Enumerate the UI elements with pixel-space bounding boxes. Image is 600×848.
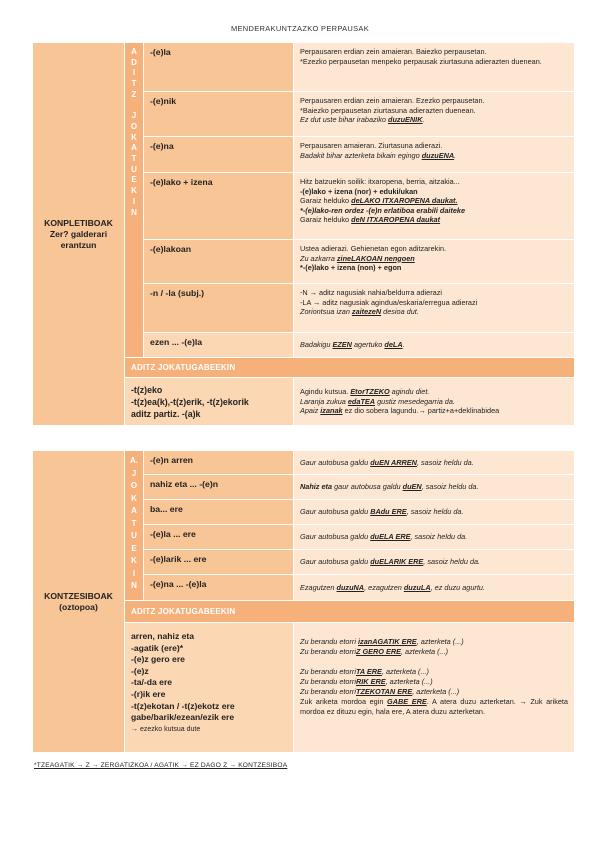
desc-n-la-subj: -N → aditz nagusiak nahia/beldurra adierazi -LA → aditz nagusiak agindua/eskaria/erregua adierazi Zoriontsua izan zaitezeN desioa dut. [294,284,575,333]
kontzesiboak-heading: KONTZESIBOAK [44,590,113,601]
desc-ela-ere: Gaur autobusa galdu duELA ERE, sasoiz heldu da. [294,525,575,550]
desc-en-arren: Gaur autobusa galdu duEN ARREN, sasoiz heldu da. [294,451,575,475]
desc-ezen-ela: Badakigu EZEN agertuko deLA. [294,333,575,358]
konpletiboak-heading-cell [33,43,125,426]
suffix-elako-izena: -(e)lako + izena [144,173,294,240]
desc-elakoan: Ustea adierazi. Gehienetan egon aditzarekin. Zu azkarra zineLAKOAN nengoen *-(e)lako + izena (non) + egon [294,240,575,284]
desc-nahiz-eta: Nahiz eta gaur autobusa galdu duEN, sasoiz heldu da. [294,475,575,500]
suffix-nahiz-eta: nahiz eta ... -(e)n [144,475,294,500]
kontzesiboak-heading-cell [33,451,125,753]
desc-ena: Perpausaren amaieran. Ziurtasuna adierazi. Badakit bihar azterketa bikain egingo duzuENA. [294,137,575,173]
suffix-ela: -(e)la [144,43,294,92]
suffix-ba-ere: ba... ere [144,500,294,525]
konpletiboak-nonfinite-suffixes: -t(z)eko -t(z)ea(k),-t(z)erik, -t(z)ekorik aditz partiz. -(a)k [125,378,294,426]
konpletiboak-vertical-label: A D I T Z J O K A T U E K I N [125,43,144,358]
document-title: MENDERAKUNTZAZKO PERPAUSAK [230,24,370,33]
suffix-ena: -(e)na [144,137,294,173]
suffix-en-arren: -(e)n arren [144,451,294,475]
suffix-ela-ere: -(e)la ... ere [144,525,294,550]
desc-elako-izena: Hitz batzuekin soilik: itxaropena, berria, aitzakia... -(e)lako + izena (nor) + eduki/ukan Garaiz helduko deLAKO ITXAROPENA daukat. *-(e)lako-ren ordez -(e)n erlatiboa erabili daiteke Garaiz helduko deN ITXAROPENA daukat [294,173,575,240]
suffix-elarik-ere: -(e)larik ... ere [144,550,294,575]
kontzesiboak-vertical-label: A. J O K A T U E K I N [125,451,144,601]
konpletiboak-heading: KONPLETIBOAK [44,217,113,228]
footnote: *TZEAGATIK → Z → ZERGATIZKOA / AGATIK → EZ DAGO Z → KONTZESIBOA [34,762,288,769]
kontzesiboak-nonfinite-examples: Zu berandu etorri izanAGATIK ERE, azterketa (...) Zu berandu etorriZ GERO ERE, azterketa (...) Zu berandu etorriTA ERE, azterketa (...) Zu berandu etorriRIK ERE, azterketa (...) Zu berandu etorriTZEKOTAN ERE, azterketa (...) Zuk ariketa mordoa egin GABE ERE. A atera duzu azterketan. → Zuk ariketa mordoa ez dituzu egin, hala ere, A atera duzu azterketan. [294,623,575,753]
suffix-ena-ela: -(e)na ... -(e)la [144,575,294,601]
desc-elarik-ere: Gaur autobusa galdu duELARIK ERE, sasoiz heldu da. [294,550,575,575]
suffix-enik: -(e)nik [144,92,294,137]
desc-ela: Perpausaren erdian zein amaieran. Baiezko perpausetan. *Ezezko perpausetan menpeko perpausak ziurtasuna adierazten duenean. [294,43,575,92]
suffix-elakoan: -(e)lakoan [144,240,294,284]
kontzesiboak-nonfinite-band: ADITZ JOKATUGABEEKIN [125,601,575,623]
konpletiboak-nonfinite-examples: Agindu kutsua. EtorTZEKO agindu diet. Laranja zukua edaTEA gustiz mesedegarria da. Apaiz izanak ez dio sobera lagundu.→ partiz+a+deklinabidea [294,378,575,426]
suffix-n-la-subj: -n / -la (subj.) [144,284,294,333]
kontzesiboak-nonfinite-suffixes: arren, nahiz eta -agatik (ere)* -(e)z gero ere -(e)z -ta/-da ere -(r)ik ere -t(z)ekotan / -t(z)ekotz ere gabe/barik/ezean/ezik ere → ezezko kutsua dute [125,623,294,753]
desc-enik: Perpausaren erdian zein amaieran. Ezezko perpausetan. *Baiezko perpausetan ziurtasuna adierazten duenean. Ez dut uste bihar irabaziko duzuENIK. [294,92,575,137]
suffix-ezen-ela: ezen ... -(e)la [144,333,294,358]
kontzesiboak-subheading: (oztopoa) [59,601,98,612]
desc-ena-ela: Ezagutzen duzuNA, ezagutzen duzuLA, ez duzu agurtu. [294,575,575,601]
kontzesiboak-table [32,450,575,753]
desc-ba-ere: Gaur autobusa galdu BAdu ERE, sasoiz heldu da. [294,500,575,525]
konpletiboak-subheading: Zer? galderari erantzun [49,228,108,250]
konpletiboak-nonfinite-band: ADITZ JOKATUGABEEKIN [125,358,575,378]
konpletiboak-table [32,42,575,426]
